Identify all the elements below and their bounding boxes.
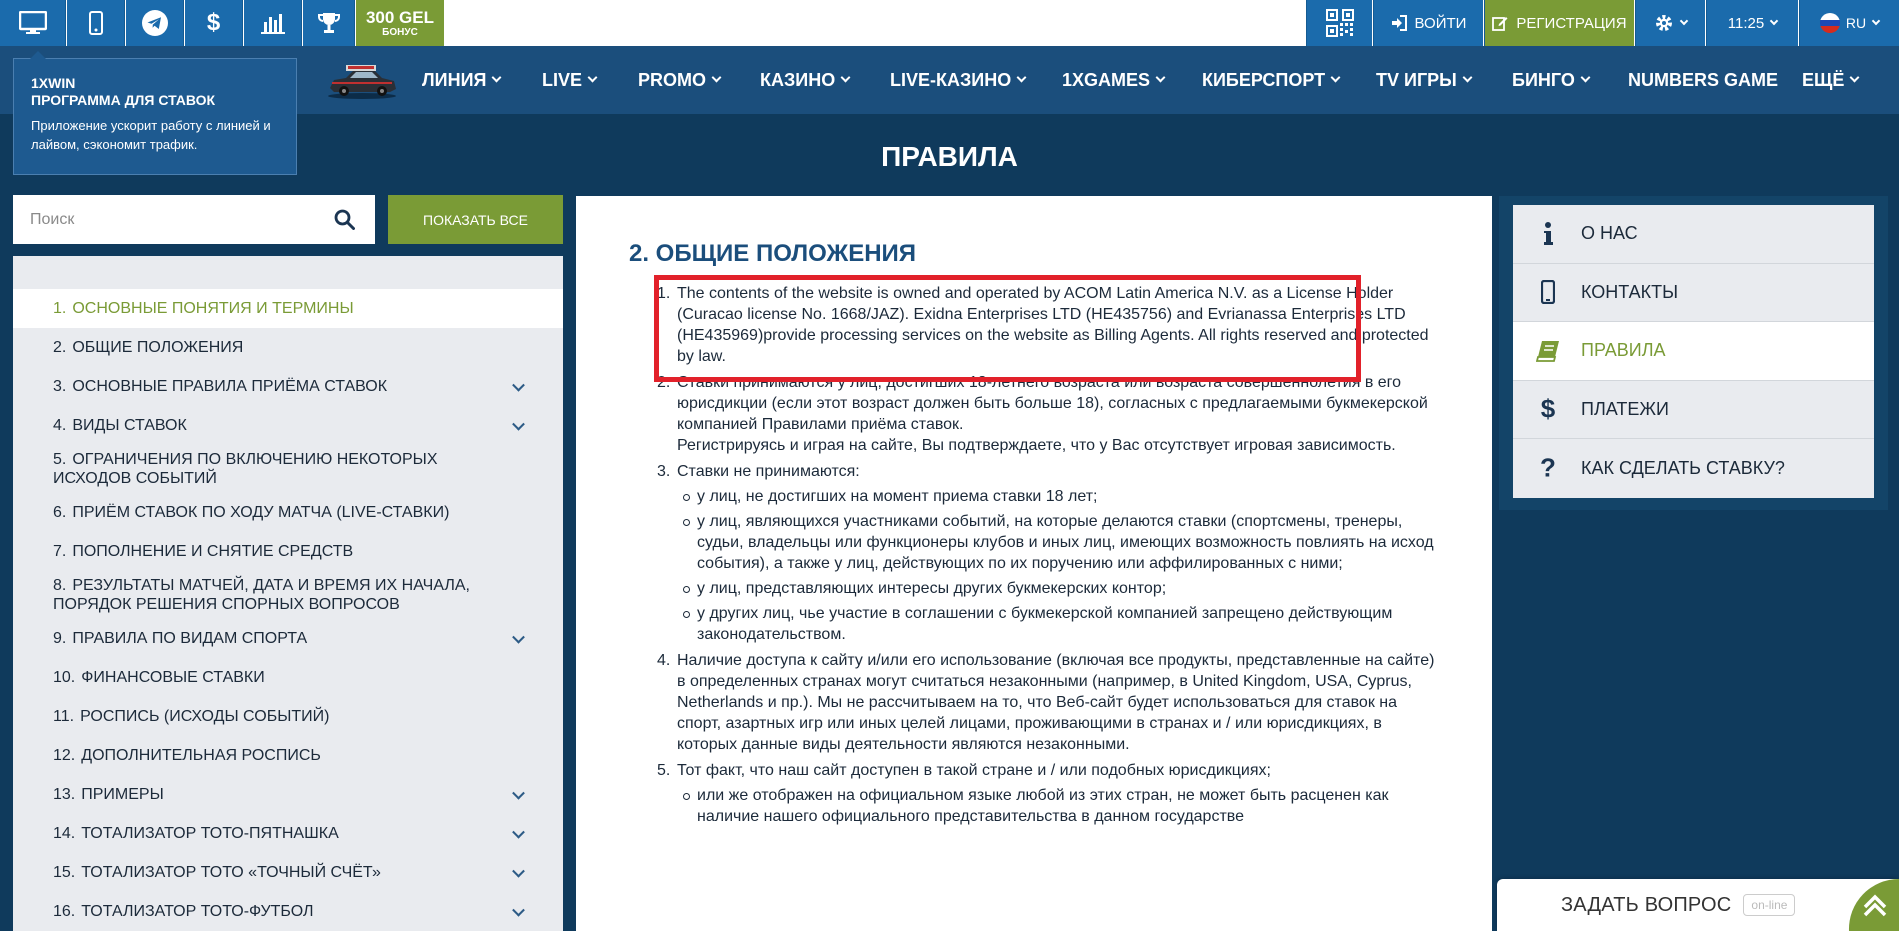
- question-icon: ?: [1540, 452, 1556, 483]
- rule-subitem: у лиц, представляющих интересы других букмекерских контор;: [697, 578, 1439, 599]
- toc-item-text: ОСНОВНЫЕ ПОНЯТИЯ И ТЕРМИНЫ: [72, 300, 354, 317]
- login-icon: [1391, 15, 1407, 31]
- rule-number: 2.: [657, 374, 671, 391]
- top-bar: [0, 0, 1899, 46]
- toc-item-number: 4.: [53, 417, 67, 434]
- chevron-down-icon: [1850, 73, 1860, 83]
- toc-item-label: [53, 299, 354, 318]
- chevron-down-icon: [492, 73, 502, 83]
- nav-item-line[interactable]: ЛИНИЯ: [422, 46, 500, 114]
- nav-item-esports[interactable]: КИБЕРСПОРТ: [1202, 46, 1339, 114]
- popup-title: ПРОГРАММА ДЛЯ СТАВОК: [31, 92, 216, 108]
- toc-item[interactable]: [13, 658, 563, 697]
- toc-item-label: [53, 503, 449, 522]
- qr-code-icon: [1326, 9, 1354, 37]
- ask-question-widget[interactable]: [1497, 879, 1899, 931]
- toc-item[interactable]: [13, 619, 563, 658]
- desktop-version-button[interactable]: [0, 0, 66, 46]
- trophy-icon: [317, 11, 341, 35]
- telegram-icon: [141, 9, 169, 37]
- info-menu-label: КОНТАКТЫ: [1581, 281, 1679, 302]
- scroll-up-button[interactable]: [1843, 879, 1899, 931]
- rule-item: [657, 650, 1439, 755]
- info-menu-item[interactable]: [1513, 322, 1874, 381]
- toc-item-text: ОБЩИЕ ПОЛОЖЕНИЯ: [72, 339, 244, 356]
- info-menu-item[interactable]: [1513, 264, 1874, 323]
- time-dropdown[interactable]: [1706, 0, 1798, 46]
- info-menu-item[interactable]: [1513, 205, 1874, 264]
- chevron-down-icon[interactable]: [512, 630, 525, 643]
- toc-item[interactable]: [13, 697, 563, 736]
- toc-item-number: 6.: [53, 504, 67, 521]
- page-title: ПРАВИЛА: [881, 141, 1018, 172]
- chevron-down-icon: [1680, 16, 1688, 24]
- toc-item-label: [53, 785, 164, 804]
- popup-title-brand: 1XWIN: [31, 75, 76, 91]
- phone-icon: [1535, 280, 1561, 304]
- toc-item-label: [53, 576, 503, 614]
- toc-item-number: 14.: [53, 825, 76, 842]
- toc-item-label: [53, 902, 314, 921]
- toc-item-text: ТОТАЛИЗАТОР ТОТО-ПЯТНАШКА: [81, 825, 339, 842]
- chevron-down-icon[interactable]: [512, 378, 525, 391]
- register-label: РЕГИСТРАЦИЯ: [1516, 14, 1627, 32]
- mobile-icon: [89, 11, 103, 35]
- rule-item: [657, 461, 1439, 645]
- results-button[interactable]: [303, 0, 355, 46]
- toc-item-text: ТОТАЛИЗАТОР ТОТО «ТОЧНЫЙ СЧЁТ»: [81, 864, 381, 881]
- toc-item[interactable]: [13, 892, 563, 931]
- login-label: ВОЙТИ: [1414, 14, 1467, 32]
- chevron-down-icon[interactable]: [512, 864, 525, 877]
- toc-item-number: 9.: [53, 630, 67, 647]
- chevron-down-icon[interactable]: [512, 417, 525, 430]
- toc-item-text: ПРИЁМ СТАВОК ПО ХОДУ МАТЧА (LIVE-СТАВКИ): [72, 504, 450, 521]
- dollar-icon: $: [206, 9, 221, 36]
- chevron-down-icon: [1580, 73, 1590, 83]
- chevron-down-icon: [1331, 73, 1341, 83]
- nav-item-bingo[interactable]: БИНГО: [1512, 46, 1589, 114]
- toc-item-number: 2.: [53, 339, 67, 356]
- toc-item-label: [53, 746, 321, 765]
- telegram-button[interactable]: [126, 0, 184, 46]
- toc-item[interactable]: [13, 289, 563, 328]
- search-icon[interactable]: [334, 209, 355, 230]
- chevron-down-icon: [841, 73, 851, 83]
- rule-paragraph: Ставки не принимаются:: [677, 463, 860, 480]
- info-menu-item[interactable]: [1513, 381, 1874, 440]
- bonus-amount: 300 GEL: [365, 7, 435, 27]
- search-input[interactable]: [30, 211, 330, 229]
- chevron-down-icon[interactable]: [512, 903, 525, 916]
- toc-item[interactable]: [13, 328, 563, 367]
- car-promo-image[interactable]: [326, 60, 398, 100]
- chevron-down-icon: [1017, 73, 1027, 83]
- toc-item-label: [53, 824, 339, 843]
- chevron-down-icon[interactable]: [512, 786, 525, 799]
- chevron-down-icon: [1462, 73, 1472, 83]
- chevron-down-icon: [1872, 16, 1880, 24]
- book-icon: [1535, 340, 1561, 362]
- toc-item-number: 8.: [53, 577, 67, 594]
- section-heading: 2. ОБЩИЕ ПОЛОЖЕНИЯ: [629, 240, 917, 267]
- toc-item-label: [53, 377, 387, 396]
- info-menu: [1513, 205, 1874, 498]
- bonus-button[interactable]: [356, 0, 444, 46]
- toc-item-number: 3.: [53, 378, 67, 395]
- rule-subitem: у лиц, являющихся участниками событий, на которые делаются ставки (спортсмены, тренеры, судьи, владельцы или функционеры клубов и иных лиц, имеющих возможность повлиять на исход события), а также у лиц, действующих по их поручению или аффилированных с ними;: [697, 511, 1439, 574]
- nav-item-1xgames[interactable]: 1XGAMES: [1062, 46, 1164, 114]
- toc-item-number: 12.: [53, 747, 76, 764]
- toc-item[interactable]: [13, 445, 563, 493]
- info-menu-label: КАК СДЕЛАТЬ СТАВКУ?: [1581, 457, 1785, 478]
- toc-item-text: РЕЗУЛЬТАТЫ МАТЧЕЙ, ДАТА И ВРЕМЯ ИХ НАЧАЛА, ПОРЯДОК РЕШЕНИЯ СПОРНЫХ ВОПРОСОВ: [53, 577, 470, 613]
- rule-paragraph: Наличие доступа к сайту и/или его использование (включая все продукты, представленные на сайте) в определенных странах могут считаться незаконными (например, в United Kingdom, USA, Cyprus, Netherlands и пр.). Мы не рассчитываем на то, что Веб-сайт будет использоваться для ставок на спорт, азартных игр или иных целей лицами, проживающими в странах и / или юрисдикциях, в которых данные виды деятельности являются незаконными.: [677, 652, 1435, 753]
- qr-code-button[interactable]: [1306, 0, 1372, 46]
- register-button[interactable]: [1484, 0, 1634, 46]
- chevron-down-icon: [712, 73, 722, 83]
- toc-item[interactable]: [13, 493, 563, 532]
- toc-item-text: ДОПОЛНИТЕЛЬНАЯ РОСПИСЬ: [81, 747, 321, 764]
- info-icon: [1535, 222, 1561, 246]
- toc-item[interactable]: [13, 775, 563, 814]
- toc-item-label: [53, 450, 503, 488]
- toc-item-label: [53, 668, 265, 687]
- rules-list: [657, 283, 1439, 827]
- chevron-down-icon: [588, 73, 598, 83]
- russia-flag-icon: [1820, 13, 1840, 33]
- bonus-label: БОНУС: [382, 26, 418, 38]
- rule-number: 3.: [657, 463, 671, 480]
- toc-item[interactable]: [13, 814, 563, 853]
- login-button[interactable]: [1373, 0, 1483, 46]
- dollar-icon: $: [1540, 393, 1556, 424]
- toc-item-number: 5.: [53, 451, 67, 468]
- rule-subitem: у лиц, не достигших на момент приема ставки 18 лет;: [697, 486, 1439, 507]
- info-menu-item[interactable]: [1513, 439, 1874, 498]
- gear-icon: [1654, 13, 1674, 33]
- info-menu-label: ПРАВИЛА: [1581, 340, 1666, 361]
- toc-item-text: ПРИМЕРЫ: [81, 786, 164, 803]
- chevron-down-icon: [1770, 16, 1778, 24]
- statistics-button[interactable]: [244, 0, 302, 46]
- settings-button[interactable]: [1635, 0, 1705, 46]
- toc-item-text: ВИДЫ СТАВОК: [72, 417, 187, 434]
- info-menu-label: О НАС: [1581, 223, 1638, 244]
- mobile-version-button[interactable]: [67, 0, 125, 46]
- rule-number: 5.: [657, 762, 671, 779]
- rule-paragraph: Регистрируясь и играя на сайте, Вы подтверждаете, что у Вас отсутствует игровая зависимость.: [677, 437, 1396, 454]
- app-promo-popup[interactable]: [13, 58, 297, 175]
- nav-item-numbers-game[interactable]: NUMBERS GAME: [1628, 69, 1779, 90]
- toc-item-text: РОСПИСЬ (ИСХОДЫ СОБЫТИЙ): [80, 708, 330, 725]
- rule-item: [657, 760, 1439, 827]
- nav-item-live[interactable]: LIVE: [542, 46, 596, 114]
- rule-item: [657, 283, 1439, 367]
- rule-subitem: или же отображен на официальном языке любой из этих стран, не может быть расценен как наличие нашего официального представительства в данном государстве: [697, 785, 1439, 827]
- bar-chart-icon: [260, 12, 286, 34]
- rule-paragraph: Ставки принимаются у лиц, достигших 18-летнего возраста или возраста совершеннолетия в его юрисдикции (если этот возраст должен быть больше 18), согласных с предлагаемыми букмекерской компанией Правилами приёма ставок.: [677, 374, 1428, 433]
- language-dropdown[interactable]: [1799, 0, 1899, 46]
- toc-item[interactable]: [13, 571, 563, 619]
- time-display: 11:25: [1727, 14, 1765, 32]
- toc-item-label: [53, 629, 307, 648]
- online-status-badge: on-line: [1743, 894, 1795, 916]
- chevron-down-icon: [1156, 73, 1166, 83]
- edit-icon: [1492, 15, 1508, 31]
- toc-item[interactable]: [13, 406, 563, 445]
- toc-item[interactable]: [13, 367, 563, 406]
- toc-item-text: ОГРАНИЧЕНИЯ ПО ВКЛЮЧЕНИЮ НЕКОТОРЫХ ИСХОДОВ СОБЫТИЙ: [53, 451, 438, 487]
- nav-item-casino[interactable]: КАЗИНО: [760, 46, 849, 114]
- show-all-button[interactable]: ПОКАЗАТЬ ВСЕ: [388, 195, 563, 244]
- language-label: RU: [1845, 15, 1867, 31]
- toc-item-number: 15.: [53, 864, 76, 881]
- popup-text: Приложение ускорит работу с линией и лайвом, сэкономит трафик.: [31, 118, 271, 152]
- toc-item-label: [53, 542, 353, 561]
- toc-item-number: 16.: [53, 903, 76, 920]
- desktop-icon: [19, 11, 47, 35]
- search-box: [13, 195, 375, 244]
- toc-item-label: [53, 416, 187, 435]
- rule-sublist: [697, 486, 1439, 645]
- toc-item-text: ПОПОЛНЕНИЕ И СНЯТИЕ СРЕДСТВ: [72, 543, 354, 560]
- rules-toc: [13, 256, 563, 931]
- rules-content: [576, 196, 1492, 931]
- nav-item-more[interactable]: ЕЩЁ: [1802, 46, 1858, 114]
- rule-paragraph: Тот факт, что наш сайт доступен в такой стране и / или подобных юрисдикциях;: [677, 762, 1271, 779]
- toc-item-number: 13.: [53, 786, 76, 803]
- rule-paragraph: The contents of the website is owned and operated by ACOM Latin America N.V. as a License Holder (Curacao license No. 1668/JAZ). Exidna Enterprises LTD (HE435756) and Evrianassa Enterprises LTD (HE435969)provide processing services on the website as Billing Agents. All rights reserved and protected by law.: [677, 285, 1429, 365]
- rule-item: [657, 372, 1439, 456]
- toc-item-label: [53, 707, 329, 726]
- rule-number: 4.: [657, 652, 671, 669]
- toc-item-text: ОСНОВНЫЕ ПРАВИЛА ПРИЁМА СТАВОК: [72, 378, 388, 395]
- toc-item-text: ТОТАЛИЗАТОР ТОТО-ФУТБОЛ: [81, 903, 314, 920]
- toc-item-number: 11.: [53, 708, 75, 725]
- toc-item-text: ФИНАНСОВЫЕ СТАВКИ: [81, 669, 265, 686]
- toc-item-number: 10.: [53, 669, 76, 686]
- rule-subitem: у других лиц, чье участие в соглашении с букмекерской компанией запрещено действующим законодательством.: [697, 603, 1439, 645]
- info-sidebar: [1499, 196, 1888, 510]
- info-menu-label: ПЛАТЕЖИ: [1581, 398, 1669, 419]
- toc-item[interactable]: [13, 532, 563, 571]
- rule-sublist: [697, 785, 1439, 827]
- toc-item-label: [53, 863, 381, 882]
- toc-item[interactable]: [13, 736, 563, 775]
- payments-button[interactable]: [185, 0, 243, 46]
- ask-question-label: ЗАДАТЬ ВОПРОС: [1561, 893, 1732, 916]
- chevron-down-icon[interactable]: [512, 825, 525, 838]
- toc-item-number: 1.: [53, 300, 67, 317]
- nav-item-tv-games[interactable]: TV ИГРЫ: [1376, 46, 1471, 114]
- toc-item-text: ПРАВИЛА ПО ВИДАМ СПОРТА: [72, 630, 308, 647]
- toc-item-number: 7.: [53, 543, 67, 560]
- toc-item-label: [53, 338, 243, 357]
- toc-item[interactable]: [13, 853, 563, 892]
- nav-item-promo[interactable]: PROMO: [638, 46, 720, 114]
- nav-item-live-casino[interactable]: LIVE-КАЗИНО: [890, 46, 1025, 114]
- rule-number: 1.: [657, 285, 671, 302]
